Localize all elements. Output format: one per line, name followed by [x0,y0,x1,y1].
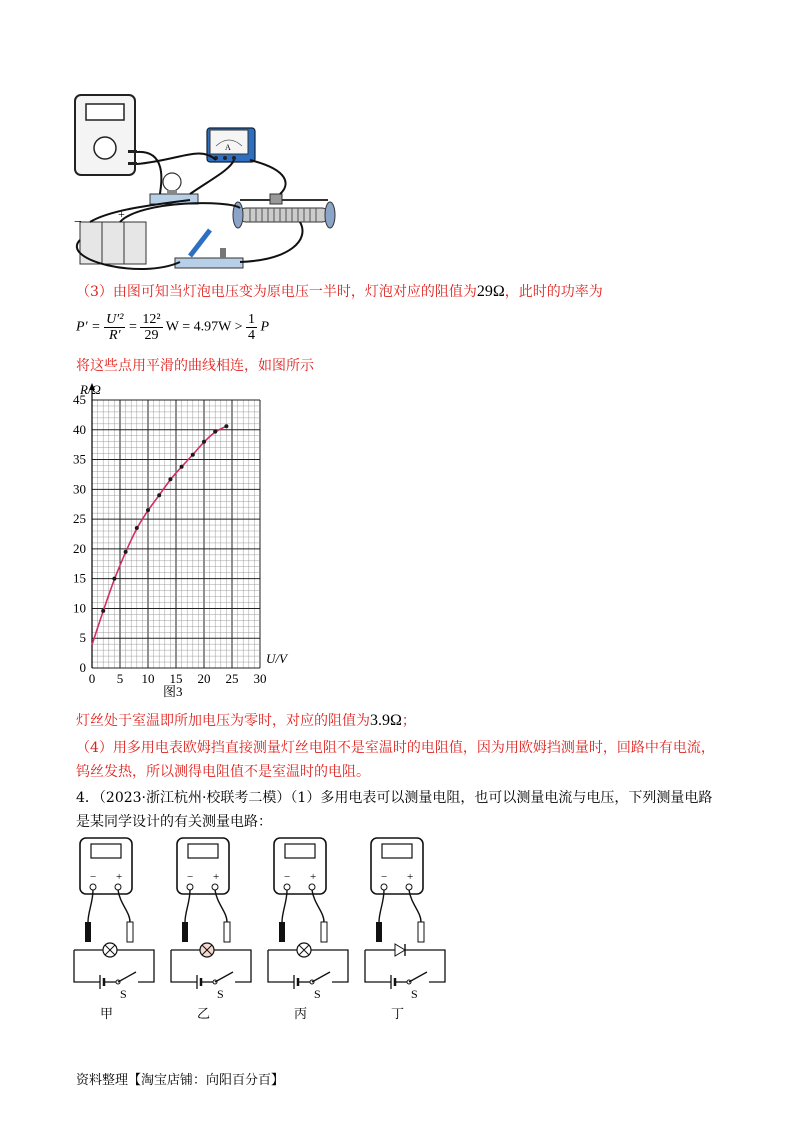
bulb-icon [150,173,198,204]
y-tick-label: 40 [73,421,86,437]
ammeter-icon [207,128,255,162]
circuit-label: 乙 [197,1006,211,1021]
switch-icon [312,972,330,982]
probe-black [182,922,188,942]
data-point [101,609,105,613]
circuit-1 [74,838,154,1021]
data-point [224,424,228,428]
circuit-label: 丙 [294,1006,308,1021]
probe-red [418,922,424,942]
data-point [124,550,128,554]
power-formula: P′ = $\frac{\text{U′²}}{R'}$ = $\frac{\text{12²}}{29}$ W = 4.97W > $\frac{1}{4}$ P [76,312,270,343]
multimeter-icon [75,95,137,175]
svg-text:+: + [118,207,125,221]
svg-text:−: − [381,871,388,883]
svg-text:S: S [411,987,418,1001]
y-tick-label: 35 [73,451,86,467]
data-point [180,465,184,469]
data-point [213,430,217,434]
svg-text:−: − [187,871,194,883]
probe-black [85,922,91,942]
x-tick-label: 30 [253,671,267,686]
data-point [112,577,116,581]
data-point [202,440,206,444]
room-temp-resistance: 灯丝处于室温即所加电压为零时，对应的阻值为3.9Ω； [76,712,416,729]
circuit-4 [365,838,445,1021]
y-tick-label: 30 [73,481,86,497]
switch-icon [409,972,427,982]
y-tick-label: 15 [73,570,86,586]
data-point [146,508,150,512]
circuit-2 [171,838,251,1021]
r-vs-u-chart [60,378,310,708]
part4-line1: （4）用多用电表欧姆挡直接测量灯丝电阻不是室温时的电阻值，因为用欧姆挡测量时，回路中有电流， [76,740,715,756]
svg-text:S: S [314,987,321,1001]
svg-text:S: S [120,987,127,1001]
x-tick-label: 15 [169,671,183,686]
x-tick-label: 5 [116,671,124,686]
y-tick-label: 45 [73,392,86,407]
x-tick-label: 20 [197,671,211,686]
data-point [191,453,195,457]
circuit-label: 丁 [391,1006,405,1021]
svg-text:+: + [310,871,317,883]
connect-points-text: 将这些点用平滑的曲线相连，如图所示 [76,358,314,374]
svg-text:+: + [213,871,220,883]
probe-red [321,922,327,942]
y-tick-label: 0 [79,660,86,675]
x-tick-label: 0 [88,671,96,686]
data-point [157,493,161,497]
x-tick-label: 10 [141,671,155,686]
part4-line2: 钨丝发热，所以测得电阻值不是室温时的电阻。 [76,764,370,780]
y-tick-label: 20 [73,540,86,556]
data-point [168,477,172,481]
y-tick-label: 5 [79,630,86,646]
data-point [135,526,139,530]
svg-text:−: − [90,871,97,883]
battery-icon [74,207,146,264]
switch-icon [215,972,233,982]
x-tick-label: 25 [225,671,239,686]
probe-black [279,922,285,942]
question4-line2: 是某同学设计的有关测量电路： [76,814,272,830]
switch-icon [118,972,136,982]
chart-grid [89,383,260,668]
probe-red [224,922,230,942]
circuit-label: 甲 [100,1006,114,1021]
circuit-3 [268,838,348,1021]
footer-credit: 资料整理【淘宝店铺：向阳百分百】 [76,1073,285,1088]
diode-icon [395,944,405,956]
svg-text:S: S [217,987,224,1001]
svg-text:+: + [407,871,414,883]
svg-text:A: A [225,143,231,152]
probe-black [376,922,382,942]
y-axis-label: R/Ω [80,382,101,397]
rheostat-icon [233,194,335,228]
x-axis-label: U/V [266,651,287,666]
svg-text:+: + [116,871,123,883]
probe-red [127,922,133,942]
switch-icon [175,230,243,268]
y-tick-label: 10 [73,600,86,616]
svg-text:−: − [74,215,82,230]
part3-line1: （3）由图可知当灯泡电压变为原电压一半时，灯泡对应的阻值为29Ω，此时的功率为 [76,283,603,300]
apparatus-figure [60,90,380,280]
y-tick-label: 25 [73,511,86,527]
chart-caption: 图3 [163,684,183,699]
circuit-diagrams [60,832,460,1022]
svg-text:−: − [284,871,291,883]
question4-line1: 4．（2023·浙江杭州·校联考二模）（1）多用电表可以测量电阻，也可以测量电流与电压，下列测量电路 [76,790,713,806]
